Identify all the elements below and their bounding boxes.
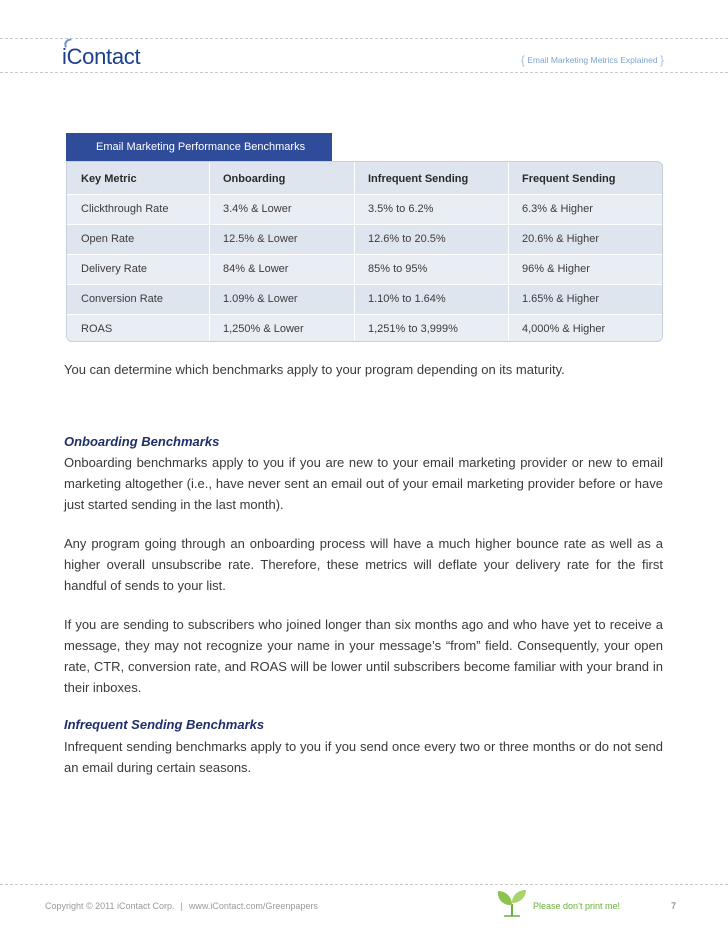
table-cell: 1,250% & Lower — [223, 323, 304, 335]
onboarding-heading: Onboarding Benchmarks — [64, 434, 220, 449]
column-header: Infrequent Sending — [368, 173, 469, 185]
table-cell: 1,251% to 3,999% — [368, 323, 458, 335]
copyright-text: Copyright © 2011 iContact Corp. — [45, 901, 175, 911]
table-cell: 84% & Lower — [223, 263, 289, 275]
row-divider — [67, 314, 662, 315]
document-title-tag: { Email Marketing Metrics Explained } — [520, 53, 664, 67]
table-title-tab: Email Marketing Performance Benchmarks — [66, 133, 332, 161]
column-header: Frequent Sending — [522, 173, 616, 185]
table-cell: 1.65% & Higher — [522, 293, 600, 305]
infrequent-paragraph-1: Infrequent sending benchmarks apply to you if you send once every two or three months or do not send an email during certain seasons. — [64, 739, 663, 775]
footer-url-link[interactable]: www.iContact.com/Greenpapers — [188, 901, 318, 911]
onboarding-paragraph-3: If you are sending to subscribers who joined longer than six months ago and who have yet to receive a message, they may not recognize your name in your message’s “from” field. Consequently, your open rate, CTR, conversion rate, and ROAS will be lower until subscribers become familiar with your brand in their inboxes. — [64, 617, 663, 695]
column-header: Onboarding — [223, 173, 286, 185]
table-cell: 1.10% to 1.64% — [368, 293, 446, 305]
page-number: 7 — [671, 901, 677, 911]
onboarding-paragraph-2: Any program going through an onboarding process will have a much higher bounce rate as well as a higher overall unsubscribe rate. Therefore, these metrics will deflate your delivery rate for the first handful of sends to your list. — [64, 536, 663, 593]
footer-copyright — [45, 901, 318, 911]
table-cell: 85% to 95% — [368, 263, 428, 275]
benchmarks-table — [66, 161, 663, 342]
table-cell: Open Rate — [81, 233, 135, 245]
row-divider — [67, 254, 662, 255]
table-cell: 3.5% to 6.2% — [368, 203, 434, 215]
table-cell: 4,000% & Higher — [522, 323, 606, 335]
row-divider — [67, 284, 662, 285]
onboarding-paragraph-1: Onboarding benchmarks apply to you if you are new to your email marketing provider or new to email marketing altogether (i.e., have never sent an email out of your email marketing provider before or have just started sending in the last month). — [64, 455, 663, 512]
table-cell: 6.3% & Higher — [522, 203, 593, 215]
column-header: Key Metric — [81, 173, 137, 185]
table-header-row — [67, 162, 662, 194]
table-row — [67, 224, 662, 254]
column-divider — [209, 162, 210, 342]
signal-wave-icon — [63, 38, 72, 47]
table-cell: Conversion Rate — [81, 293, 163, 305]
row-divider — [67, 194, 662, 195]
logo-text: iContact — [62, 44, 141, 69]
table-row — [67, 254, 662, 284]
icontact-logo — [62, 44, 140, 70]
table-cell: 12.5% & Lower — [223, 233, 298, 245]
table-cell: 12.6% to 20.5% — [368, 233, 446, 245]
row-divider — [67, 224, 662, 225]
infrequent-heading: Infrequent Sending Benchmarks — [64, 717, 265, 732]
table-cell: 96% & Higher — [522, 263, 590, 275]
leaf-plant-icon — [494, 888, 530, 918]
table-cell: 20.6% & Higher — [522, 233, 600, 245]
header-rule-bottom — [0, 72, 728, 73]
footer-separator: | — [180, 901, 183, 911]
table-cell: 1.09% & Lower — [223, 293, 298, 305]
document-title: Email Marketing Metrics Explained — [527, 55, 658, 65]
table-row — [67, 314, 662, 342]
column-divider — [508, 162, 509, 342]
table-cell: 3.4% & Lower — [223, 203, 292, 215]
table-row — [67, 194, 662, 224]
table-cell: Delivery Rate — [81, 263, 148, 275]
table-cell: Clickthrough Rate — [81, 203, 169, 215]
intro-paragraph: You can determine which benchmarks apply to your program depending on its maturity. — [64, 362, 565, 377]
header-rule-top — [0, 38, 728, 39]
column-divider — [354, 162, 355, 342]
print-note: Please don’t print me! — [533, 901, 621, 911]
footer-rule — [0, 884, 728, 885]
table-row — [67, 284, 662, 314]
table-cell: ROAS — [81, 323, 113, 335]
